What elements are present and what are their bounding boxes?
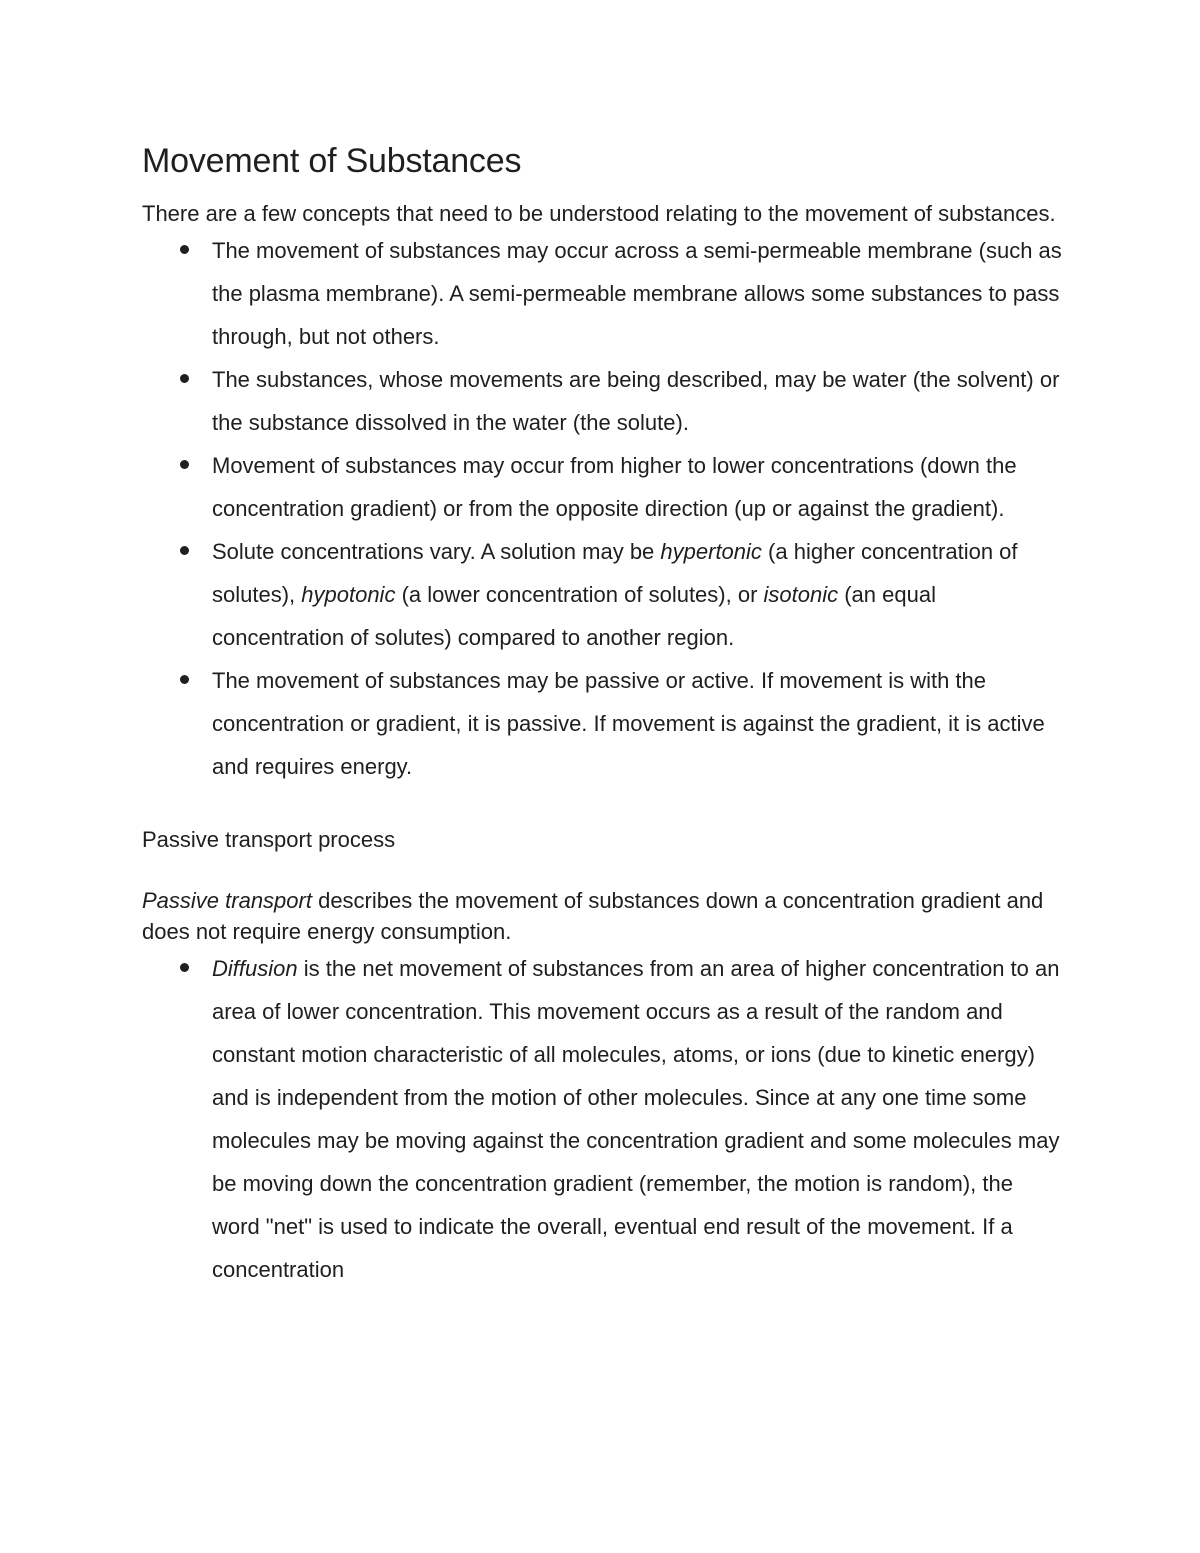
bullet-icon bbox=[180, 245, 189, 254]
bullet-icon bbox=[180, 963, 189, 972]
term-passive-transport: Passive transport bbox=[142, 888, 312, 913]
list-item bbox=[142, 358, 1062, 444]
passive-transport-list bbox=[142, 947, 1062, 1291]
term-hypotonic: hypotonic bbox=[301, 582, 396, 607]
term-diffusion: Diffusion bbox=[212, 956, 298, 981]
bullet-icon bbox=[180, 675, 189, 684]
term-isotonic: isotonic bbox=[763, 582, 839, 607]
list-item bbox=[142, 444, 1062, 530]
list-item-text: The movement of substances may occur across a semi-permeable membrane (such as the plasma membrane). A semi-permeable membrane allows some substances to pass through, but not others. bbox=[212, 238, 1062, 349]
passive-transport-paragraph bbox=[142, 885, 1062, 947]
paragraph-text: describes the movement of substances down a concentration gradient and does not require energy consumption. bbox=[142, 888, 1044, 944]
list-item-text: (an equal concentration of solutes) compared to another region. bbox=[212, 582, 936, 650]
list-item bbox=[142, 530, 1062, 659]
list-item-text: Solute concentrations vary. A solution may be bbox=[212, 539, 661, 564]
bullet-icon bbox=[180, 374, 189, 383]
list-item-text: is the net movement of substances from an area of higher concentration to an area of lower concentration. This movement occurs as a result of the random and constant motion characteristic of all molecules, atoms, or ions (due to kinetic energy) and is independent from the motion of other molecules. Since at any one time some molecules may be moving against the concentration gradient and some molecules may be moving down the concentration gradient (remember, the motion is random), the word "net" is used to indicate the overall, eventual end result of the movement. If a concentration bbox=[212, 956, 1060, 1282]
intro-paragraph: There are a few concepts that need to be understood relating to the movement of substances. bbox=[142, 201, 1056, 226]
list-item-text: The substances, whose movements are being described, may be water (the solvent) or the substance dissolved in the water (the solute). bbox=[212, 367, 1060, 435]
bullet-icon bbox=[180, 546, 189, 555]
term-hypertonic: hypertonic bbox=[660, 539, 762, 564]
list-item-text: (a lower concentration of solutes), or bbox=[395, 582, 764, 607]
list-item-text: The movement of substances may be passive or active. If movement is with the concentration or gradient, it is passive. If movement is against the gradient, it is active and requires energy. bbox=[212, 668, 1045, 779]
list-item-text: Movement of substances may occur from higher to lower concentrations (down the concentration gradient) or from the opposite direction (up or against the gradient). bbox=[212, 453, 1017, 521]
document-page bbox=[142, 138, 1062, 1291]
list-item-text: (a higher concentration of solutes), bbox=[212, 539, 1018, 607]
list-item bbox=[142, 659, 1062, 788]
page-title: Movement of Substances bbox=[142, 142, 522, 180]
concepts-list bbox=[142, 229, 1062, 788]
list-item bbox=[142, 947, 1062, 1291]
bullet-icon bbox=[180, 460, 189, 469]
section-heading-passive-transport: Passive transport process bbox=[142, 827, 396, 852]
list-item bbox=[142, 229, 1062, 358]
